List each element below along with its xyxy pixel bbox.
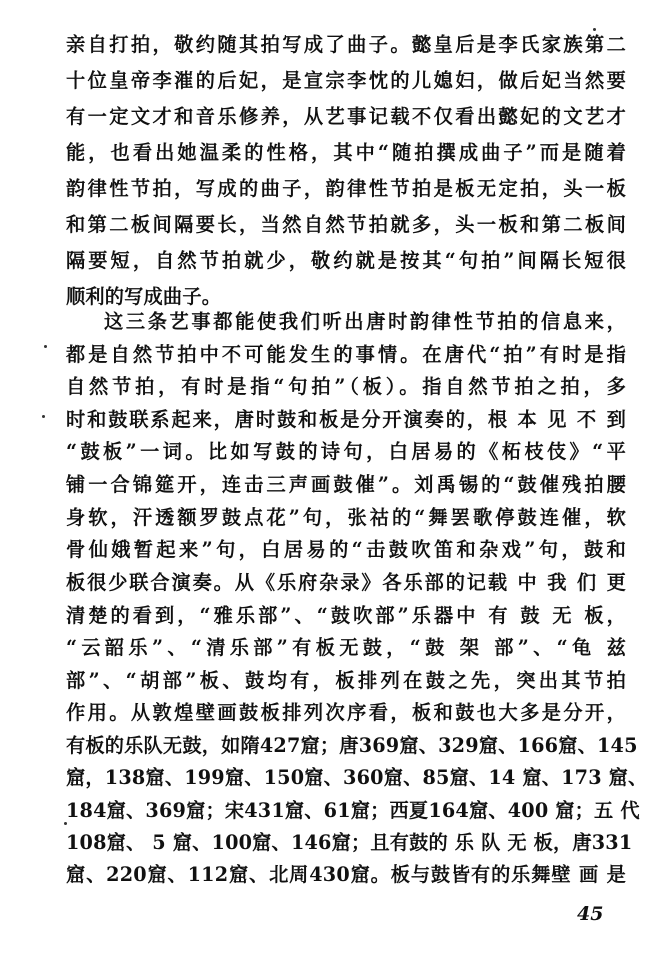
scan-speck <box>44 345 47 348</box>
paragraph-first-line: 这三条艺事都能使我们听出唐时韵律性节拍的信息来， <box>104 310 626 333</box>
text-line: 身软，汗透额罗鼓点花”句，张祜的“舞罢歌停鼓连催，软 <box>66 506 626 529</box>
text-line: 隔要短，自然节拍就少，敬约就是按其“句拍”间隔长短很 <box>66 249 626 272</box>
text-line: 能，也看出她温柔的性格，其中“随拍撰成曲子”而是随着 <box>66 141 626 164</box>
text-line: 184窟、369窟；宋431窟、61窟；西夏164窟、400 窟；五 代 <box>66 799 640 822</box>
text-line: 和第二板间隔要长，当然自然节拍就多，头一板和第二板间 <box>66 213 626 236</box>
text-line: 骨仙娥暂起来”句，白居易的“击鼓吹笛和杂戏”句，鼓和 <box>66 538 626 561</box>
text-line: 108窟、 5 窟、100窟、146窟；且有鼓的 乐 队 无 板，唐331 <box>66 831 633 854</box>
text-line: 自然节拍，有时是指“句拍”（板）。指自然节拍之拍，多 <box>66 375 626 398</box>
text-line: “云韶乐”、“清乐部”有板无鼓，“鼓 架 部”、“龟 兹 <box>66 636 626 659</box>
text-line: 铺一合锦筵开，连击三声画鼓催”。刘禹锡的“鼓催残拍腰 <box>66 473 626 496</box>
text-line: 有板的乐队无鼓，如隋427窟；唐369窟、329窟、166窟、145 <box>66 734 638 757</box>
text-line: 板很少联合演奏。从《乐府杂录》各乐部的记载 中 我 们 更 <box>66 571 626 594</box>
text-line: 窟，138窟、199窟、150窟、360窟、85窟、14 窟、173 窟、 <box>66 766 648 789</box>
page-number: 45 <box>577 903 604 925</box>
text-line: 作用。从敦煌壁画鼓板排列次序看，板和鼓也大多是分开， <box>66 701 626 724</box>
scan-speck <box>593 28 596 31</box>
text-line: 韵律性节拍，写成的曲子，韵律性节拍是板无定拍，头一板 <box>66 177 626 200</box>
text-line: 有一定文才和音乐修养，从艺事记载不仅看出懿妃的文艺才 <box>66 105 626 128</box>
text-line: 都是自然节拍中不可能发生的事情。在唐代“拍”有时是指 <box>66 343 626 366</box>
text-line: 十位皇帝李漼的后妃，是宣宗李忱的儿媳妇，做后妃当然要 <box>66 69 626 92</box>
text-line: “鼓板”一词。比如写鼓的诗句，白居易的《柘枝伎》“平 <box>66 440 626 463</box>
text-line: 顺利的写成曲子。 <box>66 285 222 308</box>
text-line: 部”、“胡部”板、鼓均有，板排列在鼓之先，突出其节拍 <box>66 669 626 692</box>
text-line: 清楚的看到，“雅乐部”、“鼓吹部”乐器中 有 鼓 无 板， <box>66 604 626 627</box>
text-line: 时和鼓联系起来，唐时鼓和板是分开演奏的，根 本 见 不 到 <box>66 408 626 431</box>
scan-speck <box>42 415 45 418</box>
text-line: 亲自打拍，敬约随其拍写成了曲子。懿皇后是李氏家族第二 <box>66 33 626 56</box>
scan-speck <box>64 822 67 825</box>
text-line: 窟、220窟、112窟、北周430窟。板与鼓皆有的乐舞壁 画 是 <box>66 863 626 886</box>
